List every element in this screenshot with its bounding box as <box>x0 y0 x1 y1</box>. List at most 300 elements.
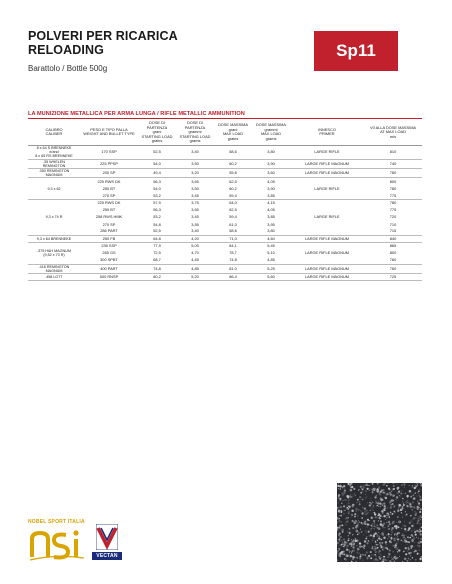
powder-grain <box>343 495 344 496</box>
powder-grain <box>346 547 348 549</box>
column-header-line: WEIGHT AND BULLET TYPE <box>83 131 135 137</box>
powder-grain <box>378 550 380 552</box>
powder-grain <box>391 529 393 531</box>
bullet-cell: 200 SP <box>80 168 138 177</box>
powder-grain <box>378 506 379 507</box>
powder-grain <box>396 522 397 523</box>
powder-grain <box>419 529 421 531</box>
powder-grain <box>393 488 395 490</box>
powder-grain <box>366 532 367 533</box>
powder-grain <box>374 548 376 550</box>
powder-grain <box>410 555 411 556</box>
powder-grain <box>351 510 354 513</box>
powder-grain <box>341 544 343 546</box>
powder-grain <box>388 516 390 518</box>
powder-grain <box>337 485 339 487</box>
powder-grain <box>403 537 404 538</box>
powder-grain <box>397 541 398 542</box>
column-header-line: grams <box>265 136 277 142</box>
powder-grain <box>383 550 384 551</box>
primer-cell: LARGE RIFLE MAGNUM <box>290 168 364 177</box>
powder-grain <box>337 507 338 508</box>
powder-grain <box>341 540 342 541</box>
velocity-cell: 760 <box>364 264 422 273</box>
vectan-logo <box>92 524 122 562</box>
column-header-line: CALIBER <box>45 131 63 137</box>
powder-grain <box>405 531 407 533</box>
powder-grain <box>421 526 422 528</box>
powder-grain <box>347 512 349 514</box>
powder-grain <box>393 511 395 513</box>
max-grains-cell: 55,6 <box>214 168 252 177</box>
section-divider <box>28 118 422 119</box>
powder-grain <box>398 506 399 507</box>
powder-grain <box>415 492 416 493</box>
column-header-line: PESO E TIPO PALLA <box>90 126 128 132</box>
powder-grain <box>376 490 378 492</box>
max-grams-cell: 4,85 <box>252 257 290 264</box>
powder-grain <box>386 494 388 496</box>
powder-grain <box>343 538 345 540</box>
column-header-line: grains <box>151 138 163 144</box>
powder-grain <box>375 516 377 518</box>
powder-grain <box>385 541 387 543</box>
powder-grain <box>367 488 369 490</box>
powder-grain <box>418 549 419 550</box>
max-grams-cell: 3,85 <box>267 214 275 220</box>
powder-grain <box>364 523 366 525</box>
powder-grain <box>357 515 359 517</box>
powder-grain <box>379 494 381 496</box>
powder-grain <box>353 488 355 490</box>
powder-grain <box>356 502 357 503</box>
powder-grain <box>389 494 390 495</box>
powder-grain <box>369 488 370 489</box>
powder-grain <box>407 541 409 543</box>
column-header <box>364 120 422 145</box>
bullet-cell: 285 GS <box>102 250 116 256</box>
powder-grain <box>396 535 397 536</box>
powder-grain <box>358 552 360 554</box>
primer-cell: LARGE RIFLE MAGNUM <box>290 159 364 168</box>
max-grams-cell: 4,05 <box>267 178 275 184</box>
powder-grain <box>375 495 377 497</box>
powder-grain <box>389 549 391 551</box>
powder-grain <box>347 544 348 545</box>
powder-grain <box>393 485 395 487</box>
powder-grain <box>357 551 358 552</box>
powder-grain <box>395 544 397 546</box>
powder-grain <box>355 526 357 528</box>
powder-grain <box>376 559 378 561</box>
powder-grain <box>380 506 382 508</box>
powder-grain <box>417 545 419 547</box>
powder-grain <box>347 483 349 485</box>
powder-grain <box>345 524 347 526</box>
powder-grain <box>386 560 387 561</box>
powder-grain <box>383 536 386 539</box>
powder-grain <box>404 537 405 538</box>
powder-grain <box>365 513 367 515</box>
velocity-cell: 740 <box>364 159 422 168</box>
powder-grain <box>350 496 352 498</box>
powder-grain <box>377 536 378 537</box>
powder-grain <box>374 525 375 526</box>
max-grains-cell: 74,8 <box>214 257 252 264</box>
start-grains-cell: 77,9 <box>153 243 161 249</box>
powder-grain <box>374 496 376 498</box>
primer-cell: LARGE RIFLE MAGNUM <box>290 274 364 281</box>
powder-grain <box>349 543 351 545</box>
start-grams-cell: 4,85 <box>176 264 214 273</box>
column-header-line: grams <box>189 138 201 144</box>
powder-grain <box>349 528 351 530</box>
start-grains-cell: 52,5 <box>138 145 176 159</box>
powder-grain <box>412 485 413 486</box>
powder-grain <box>367 543 368 544</box>
powder-grain <box>393 505 395 507</box>
powder-grain <box>339 536 342 539</box>
caliber-text: MAGNUM <box>45 173 63 178</box>
powder-swatch-icon <box>337 483 422 562</box>
powder-grain <box>379 488 380 489</box>
powder-grain <box>385 519 386 520</box>
bullet-cell: 286 PART <box>80 228 138 235</box>
powder-grain <box>392 503 394 505</box>
powder-grain <box>411 519 412 520</box>
primer-cell: LARGE RIFLE <box>290 178 364 200</box>
powder-grain <box>357 518 358 519</box>
powder-grain <box>411 493 412 494</box>
column-header-line: CALIBRO <box>45 126 63 132</box>
powder-grain <box>409 537 410 538</box>
start-grains-cell: 68,7 <box>138 257 176 264</box>
velocity-cell: 760 <box>364 257 422 264</box>
powder-grain <box>409 490 412 493</box>
powder-grain <box>340 515 342 517</box>
powder-grain <box>370 530 372 532</box>
powder-grain <box>383 515 385 517</box>
table-row <box>28 243 422 250</box>
column-header <box>138 120 176 145</box>
powder-grain <box>386 534 388 536</box>
powder-grain <box>404 521 405 522</box>
powder-grain <box>411 525 413 527</box>
powder-grain <box>345 559 347 561</box>
velocity-cell: 840 <box>364 235 422 242</box>
velocity-cell: 865 <box>389 243 397 249</box>
powder-grain <box>368 520 369 521</box>
powder-grain <box>339 525 340 526</box>
powder-grain <box>369 502 370 503</box>
powder-grain <box>348 549 350 551</box>
powder-grain <box>359 557 361 559</box>
powder-grain <box>416 507 418 509</box>
powder-grain <box>348 502 350 504</box>
powder-grain <box>378 520 379 521</box>
powder-grain <box>415 534 417 536</box>
powder-grain <box>403 503 404 504</box>
powder-grain <box>396 492 399 495</box>
powder-grain <box>385 527 386 528</box>
caliber-text: .35 WHELEN <box>43 159 65 164</box>
start-grams-cell: 4,45 <box>176 257 214 264</box>
table-row <box>28 178 422 185</box>
powder-grain <box>339 549 340 550</box>
max-grains-cell: 71,0 <box>214 235 252 242</box>
powder-grain <box>383 531 384 532</box>
powder-grain <box>346 554 348 556</box>
powder-grain <box>390 492 391 493</box>
powder-grain <box>405 515 406 516</box>
powder-grain <box>386 485 388 487</box>
powder-grain <box>395 527 397 529</box>
powder-grain <box>401 513 402 514</box>
column-header-line: m/s <box>389 133 397 139</box>
powder-grain <box>351 552 352 553</box>
start-grams-cell: 4,20 <box>176 235 214 242</box>
powder-grain <box>401 490 402 491</box>
powder-grain <box>340 528 342 530</box>
caliber-text: MAGNUM <box>45 268 63 273</box>
powder-grain <box>341 511 343 513</box>
caliber-cell <box>28 274 80 281</box>
start-grains-cell: 72,5 <box>153 250 161 256</box>
powder-grain <box>366 551 368 553</box>
powder-grain <box>346 495 348 497</box>
powder-grain <box>358 532 360 534</box>
start-grains-cell: 56,3 <box>153 207 161 213</box>
velocity-cell: 720 <box>389 214 397 220</box>
powder-grain <box>350 530 351 531</box>
powder-grain <box>418 516 420 518</box>
powder-grain <box>403 535 405 537</box>
powder-grain <box>352 558 353 559</box>
powder-grain <box>414 546 415 547</box>
powder-grain <box>343 492 345 494</box>
powder-grain <box>419 533 421 535</box>
powder-grain <box>359 545 361 547</box>
powder-grain <box>371 525 372 526</box>
powder-grain <box>353 543 355 545</box>
powder-grain <box>368 512 370 514</box>
powder-grain <box>368 540 370 542</box>
powder-grain <box>360 492 362 494</box>
powder-grain <box>342 532 343 533</box>
powder-grain <box>384 508 385 509</box>
column-header-line: DOSE DI PARTENZA <box>184 120 206 130</box>
powder-grain <box>397 487 399 489</box>
velocity-cell: 810 <box>364 145 422 159</box>
powder-grain <box>387 525 389 527</box>
powder-grain <box>341 486 343 488</box>
powder-grain <box>353 550 355 552</box>
powder-grain <box>353 539 354 540</box>
powder-grain <box>371 547 373 549</box>
powder-grain <box>405 493 406 494</box>
max-grains-cell: 58,6 <box>214 145 252 159</box>
table-header-row <box>28 120 422 145</box>
powder-grain <box>414 549 415 550</box>
powder-grain <box>413 497 415 499</box>
powder-grain <box>411 539 414 542</box>
powder-grain <box>419 505 420 506</box>
powder-grain <box>389 492 390 493</box>
powder-grain <box>387 483 388 484</box>
powder-grain <box>413 527 414 528</box>
powder-grain <box>388 553 390 555</box>
powder-grain <box>420 508 422 510</box>
powder-grain <box>364 522 365 523</box>
powder-grain <box>380 502 381 503</box>
powder-grain <box>386 544 387 545</box>
powder-grain <box>338 539 340 541</box>
powder-grain <box>381 532 384 535</box>
powder-grain <box>388 528 389 529</box>
powder-grain <box>361 517 363 519</box>
powder-grain <box>370 529 371 530</box>
powder-grain <box>351 514 353 516</box>
powder-grain <box>340 484 341 485</box>
powder-grain <box>414 511 415 512</box>
powder-grain <box>403 551 405 553</box>
powder-grain <box>345 510 346 511</box>
powder-grain <box>387 557 388 558</box>
powder-grain <box>338 502 339 503</box>
powder-grain <box>405 501 408 504</box>
powder-grain <box>405 511 406 512</box>
powder-grain <box>414 487 416 489</box>
powder-grain <box>338 520 340 522</box>
powder-grain <box>346 517 348 519</box>
powder-grain <box>390 541 392 543</box>
powder-grain <box>348 511 350 513</box>
powder-grain <box>419 499 421 501</box>
powder-grain <box>411 534 413 536</box>
powder-grain <box>386 517 387 518</box>
powder-grain <box>365 498 366 499</box>
powder-grain <box>352 527 354 529</box>
powder-grain <box>393 500 394 501</box>
powder-grain <box>384 493 385 494</box>
powder-grain <box>395 499 396 500</box>
powder-grain <box>371 500 373 502</box>
caliber-cell <box>28 199 80 235</box>
max-grams-cell: 5,60 <box>252 274 290 281</box>
powder-grain <box>396 484 397 485</box>
powder-grain <box>370 542 371 543</box>
powder-grain <box>338 496 340 498</box>
powder-grain <box>351 545 353 547</box>
powder-grain <box>416 559 417 560</box>
powder-grain <box>379 553 382 556</box>
powder-grain <box>371 507 373 509</box>
powder-grain <box>410 559 411 560</box>
powder-grain <box>379 491 380 492</box>
powder-grain <box>417 522 419 524</box>
caliber-text: 9,3 x 62 <box>47 186 61 191</box>
powder-grain <box>366 496 368 498</box>
powder-grain <box>383 483 386 484</box>
powder-grain <box>382 499 384 501</box>
powder-grain <box>420 538 422 540</box>
powder-grain <box>386 522 387 523</box>
powder-grain <box>362 507 363 508</box>
powder-grain <box>374 523 375 524</box>
powder-grain <box>360 529 361 530</box>
powder-grain <box>411 515 412 516</box>
bullet-cell: 270 SP <box>102 221 116 227</box>
powder-grain <box>381 542 383 544</box>
powder-grain <box>377 502 379 504</box>
powder-grain <box>350 489 353 492</box>
powder-grain <box>348 535 349 536</box>
start-grams-cell: 3,20 <box>176 168 214 177</box>
powder-grain <box>371 554 372 555</box>
powder-grain <box>373 505 375 507</box>
max-grains-cell: 78,7 <box>229 250 237 256</box>
powder-grain <box>356 545 357 546</box>
caliber-text: 8 x 65 RS BRENNEKE <box>35 154 73 159</box>
powder-grain <box>356 530 357 531</box>
powder-grain <box>339 553 340 554</box>
powder-grain <box>364 540 366 542</box>
max-grams-cell: 3,80 <box>252 228 290 235</box>
max-grains-cell: 62,5 <box>229 178 237 184</box>
powder-grain <box>419 509 420 510</box>
table-row <box>28 199 422 206</box>
powder-grain <box>420 483 421 484</box>
powder-grain <box>372 540 374 542</box>
powder-grain <box>393 520 394 521</box>
nsi-brand-text: NOBEL SPORT ITALIA <box>28 519 85 525</box>
powder-grain <box>372 489 374 491</box>
max-grams-cell: 4,60 <box>252 235 290 242</box>
powder-grain <box>418 541 421 544</box>
start-grains-cell: 56,3 <box>153 178 161 184</box>
powder-grain <box>408 558 410 560</box>
powder-grain <box>361 490 363 492</box>
powder-grain <box>406 505 408 507</box>
powder-grain <box>358 501 360 503</box>
max-grams-cell: 3,85 <box>252 192 290 199</box>
powder-grain <box>404 558 406 560</box>
powder-grain <box>386 547 388 549</box>
powder-grain <box>393 560 395 562</box>
start-grams-cell: 3,50 <box>191 185 199 191</box>
powder-grain <box>355 510 357 512</box>
powder-grain <box>347 508 349 510</box>
section-title: LA MUNIZIONE METALLICA PER ARMA LUNGA / RIFLE METALLIC AMMUNITION <box>28 111 245 117</box>
powder-grain <box>405 547 407 549</box>
powder-grain <box>404 540 406 542</box>
powder-grain <box>361 531 363 533</box>
powder-grain <box>417 529 418 530</box>
column-header-line: STARTING LOAD <box>141 133 173 139</box>
powder-grain <box>414 514 416 516</box>
powder-grain <box>419 558 421 560</box>
powder-grain <box>339 541 340 542</box>
powder-grain <box>350 494 351 495</box>
powder-grain <box>379 557 381 559</box>
powder-grain <box>363 520 364 521</box>
powder-grain <box>372 502 374 504</box>
column-header <box>80 120 138 145</box>
column-header-line: DOSE MASSIMA <box>255 122 287 128</box>
powder-grain <box>419 553 420 554</box>
powder-grain <box>420 519 421 520</box>
bullet-cell: 170 SSP <box>80 145 138 159</box>
